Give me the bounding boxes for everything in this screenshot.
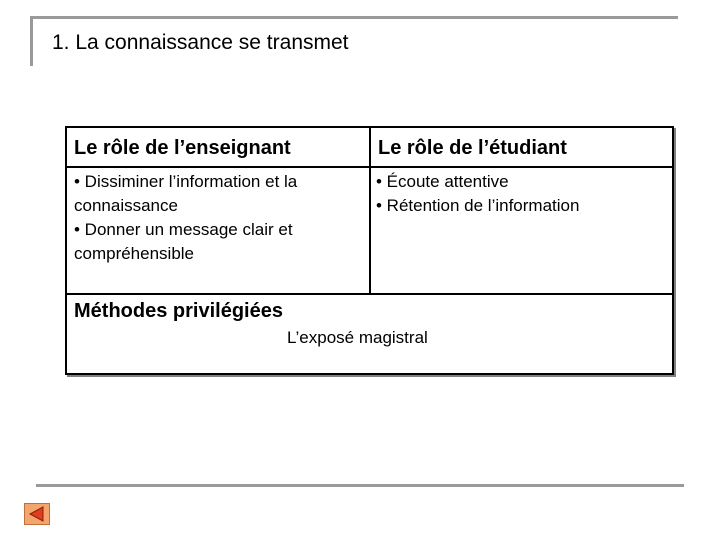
title-left-rule [30,16,33,66]
column-divider [369,128,371,294]
roles-table [65,126,674,375]
teacher-role-list [74,170,366,266]
teacher-role-item: • Dissiminer l’information et la connaissance [74,172,298,215]
student-role-list [376,170,668,218]
student-role-item: • Rétention de l’information [376,196,580,215]
slide-title: 1. La connaissance se transmet [52,31,349,54]
back-arrow-icon [25,504,49,524]
methods-title: Méthodes privilégiées [74,300,283,322]
title-top-rule [30,16,678,19]
header-divider [67,166,672,168]
footer-rule [36,484,684,487]
student-role-item: • Écoute attentive [376,172,509,191]
methods-value: L’exposé magistral [287,328,428,347]
teacher-role-item: • Donner un message clair et compréhensible [74,220,293,263]
back-button[interactable] [24,503,50,525]
methods-divider [67,293,672,295]
header-student-role: Le rôle de l’étudiant [378,137,567,159]
header-teacher-role: Le rôle de l’enseignant [74,137,291,159]
